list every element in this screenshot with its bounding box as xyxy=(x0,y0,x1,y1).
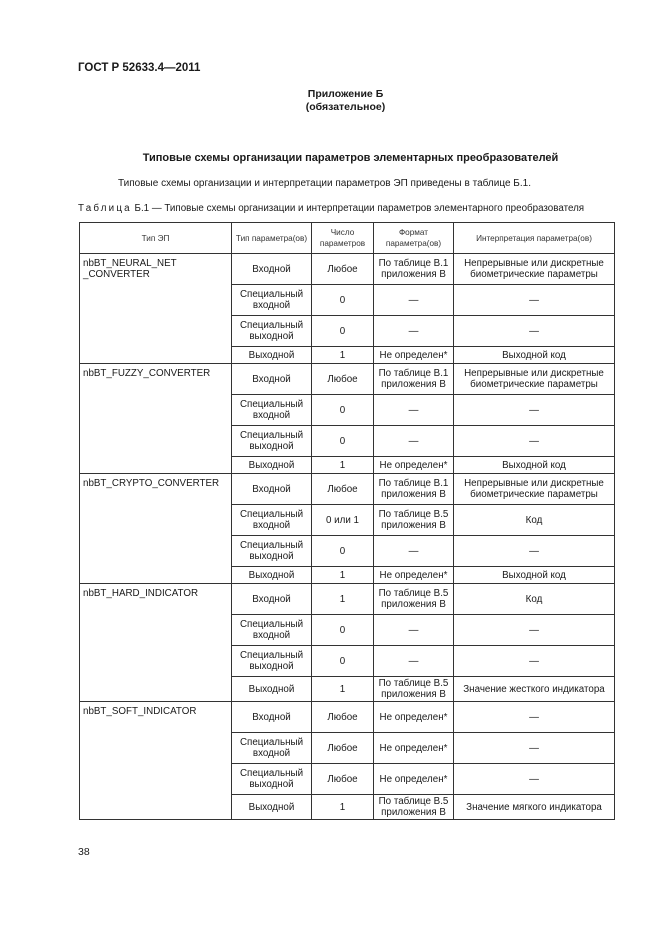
parameter-format-cell: — xyxy=(374,285,454,316)
parameter-format-cell: По таблице В.5 приложения В xyxy=(374,795,454,820)
parameter-format-cell: По таблице В.1 приложения В xyxy=(374,254,454,285)
parameter-interpretation-cell: Непрерывные или дискретные биометрические параметры xyxy=(454,254,615,285)
parameter-type-cell: Специальный входной xyxy=(232,285,312,316)
parameter-count-cell: 0 xyxy=(312,646,374,677)
table-header-row xyxy=(80,223,615,254)
parameter-count-cell: 0 xyxy=(312,316,374,347)
parameter-format-cell: — xyxy=(374,536,454,567)
parameter-interpretation-cell: — xyxy=(454,702,615,733)
converter-type-cell: nbBT_SOFT_INDICATOR xyxy=(80,702,232,820)
parameter-interpretation-cell: — xyxy=(454,426,615,457)
column-header: Число параметров xyxy=(312,223,374,254)
column-header: Формат параметра(ов) xyxy=(374,223,454,254)
parameter-type-cell: Специальный входной xyxy=(232,615,312,646)
table-caption-prefix: Таблица xyxy=(78,203,132,214)
parameter-type-cell: Специальный входной xyxy=(232,505,312,536)
parameter-interpretation-cell: — xyxy=(454,615,615,646)
parameter-format-cell: По таблице В.5 приложения В xyxy=(374,584,454,615)
table-row xyxy=(80,474,615,505)
parameter-type-cell: Входной xyxy=(232,702,312,733)
parameter-type-cell: Входной xyxy=(232,254,312,285)
parameter-count-cell: Любое xyxy=(312,364,374,395)
parameter-format-cell: — xyxy=(374,615,454,646)
parameter-interpretation-cell: — xyxy=(454,536,615,567)
table-row xyxy=(80,702,615,733)
parameter-interpretation-cell: Выходной код xyxy=(454,567,615,584)
parameter-count-cell: 1 xyxy=(312,567,374,584)
parameter-format-cell: Не определен* xyxy=(374,764,454,795)
parameter-count-cell: Любое xyxy=(312,702,374,733)
parameter-interpretation-cell: Значение мягкого индикатора xyxy=(454,795,615,820)
parameter-format-cell: Не определен* xyxy=(374,567,454,584)
table-caption-text: Б.1 — Типовые схемы организации и интерпретации параметров элементарного преобразователя xyxy=(131,203,585,214)
parameter-format-cell: Не определен* xyxy=(374,457,454,474)
parameter-type-cell: Входной xyxy=(232,474,312,505)
parameter-type-cell: Входной xyxy=(232,364,312,395)
converter-type-cell: nbBT_FUZZY_CONVERTER xyxy=(80,364,232,474)
parameter-count-cell: 0 xyxy=(312,395,374,426)
parameter-type-cell: Специальный входной xyxy=(232,395,312,426)
parameter-interpretation-cell: — xyxy=(454,316,615,347)
intro-paragraph: Типовые схемы организации и интерпретации параметров ЭП приведены в таблице Б.1. xyxy=(118,178,531,189)
parameter-type-cell: Выходной xyxy=(232,347,312,364)
parameter-type-cell: Специальный выходной xyxy=(232,764,312,795)
table-row xyxy=(80,254,615,285)
parameter-count-cell: 1 xyxy=(312,584,374,615)
parameter-count-cell: Любое xyxy=(312,733,374,764)
converter-type-cell: nbBT_CRYPTO_CONVERTER xyxy=(80,474,232,584)
table-body xyxy=(80,254,615,820)
parameter-count-cell: 0 xyxy=(312,285,374,316)
parameter-format-cell: Не определен* xyxy=(374,347,454,364)
parameter-type-cell: Входной xyxy=(232,584,312,615)
parameter-interpretation-cell: Непрерывные или дискретные биометрические параметры xyxy=(454,474,615,505)
parameter-format-cell: По таблице В.1 приложения В xyxy=(374,364,454,395)
parameter-interpretation-cell: Код xyxy=(454,505,615,536)
annex-title: Приложение Б xyxy=(307,88,384,100)
parameter-format-cell: По таблице В.5 приложения В xyxy=(374,505,454,536)
parameter-interpretation-cell: Значение жесткого индикатора xyxy=(454,677,615,702)
converter-type-cell: nbBT_HARD_INDICATOR xyxy=(80,584,232,702)
parameter-format-cell: — xyxy=(374,316,454,347)
parameter-format-cell: Не определен* xyxy=(374,702,454,733)
parameter-format-cell: По таблице В.5 приложения В xyxy=(374,677,454,702)
parameter-count-cell: 0 или 1 xyxy=(312,505,374,536)
parameter-count-cell: 1 xyxy=(312,347,374,364)
converter-type-cell: nbBT_NEURAL_NET _CONVERTER xyxy=(80,254,232,364)
parameter-format-cell: По таблице В.1 приложения В xyxy=(374,474,454,505)
column-header: Тип ЭП xyxy=(80,223,232,254)
parameter-count-cell: 1 xyxy=(312,677,374,702)
parameter-type-cell: Выходной xyxy=(232,795,312,820)
annex-status: (обязательное) xyxy=(305,101,386,113)
annex-heading xyxy=(0,88,661,114)
parameter-type-cell: Специальный выходной xyxy=(232,536,312,567)
parameter-count-cell: 0 xyxy=(312,536,374,567)
column-header: Интерпретация параметра(ов) xyxy=(454,223,615,254)
parameter-count-cell: 0 xyxy=(312,615,374,646)
table-row xyxy=(80,364,615,395)
table-caption xyxy=(78,203,584,214)
parameter-interpretation-cell: Непрерывные или дискретные биометрические параметры xyxy=(454,364,615,395)
parameter-format-cell: — xyxy=(374,395,454,426)
parameter-count-cell: 1 xyxy=(312,795,374,820)
parameter-count-cell: Любое xyxy=(312,474,374,505)
column-header: Тип параметра(ов) xyxy=(232,223,312,254)
parameter-interpretation-cell: Выходной код xyxy=(454,347,615,364)
page-number: 38 xyxy=(78,846,90,858)
parameter-type-cell: Специальный выходной xyxy=(232,646,312,677)
parameter-interpretation-cell: — xyxy=(454,285,615,316)
parameter-interpretation-cell: Код xyxy=(454,584,615,615)
parameter-type-cell: Выходной xyxy=(232,457,312,474)
parameter-count-cell: Любое xyxy=(312,254,374,285)
parameter-type-cell: Специальный входной xyxy=(232,733,312,764)
parameter-count-cell: Любое xyxy=(312,764,374,795)
parameter-interpretation-cell: Выходной код xyxy=(454,457,615,474)
parameter-interpretation-cell: — xyxy=(454,764,615,795)
parameter-type-cell: Выходной xyxy=(232,677,312,702)
parameter-interpretation-cell: — xyxy=(454,395,615,426)
parameter-format-cell: — xyxy=(374,426,454,457)
parameter-type-cell: Специальный выходной xyxy=(232,426,312,457)
parameter-interpretation-cell: — xyxy=(454,646,615,677)
parameter-interpretation-cell: — xyxy=(454,733,615,764)
table-row xyxy=(80,584,615,615)
parameter-format-cell: Не определен* xyxy=(374,733,454,764)
parameter-count-cell: 0 xyxy=(312,426,374,457)
section-title: Типовые схемы организации параметров элементарных преобразователей xyxy=(142,152,559,164)
standard-header: ГОСТ Р 52633.4—2011 xyxy=(78,62,201,74)
parameter-format-cell: — xyxy=(374,646,454,677)
parameters-table xyxy=(79,222,615,820)
parameter-type-cell: Выходной xyxy=(232,567,312,584)
parameter-count-cell: 1 xyxy=(312,457,374,474)
parameter-type-cell: Специальный выходной xyxy=(232,316,312,347)
